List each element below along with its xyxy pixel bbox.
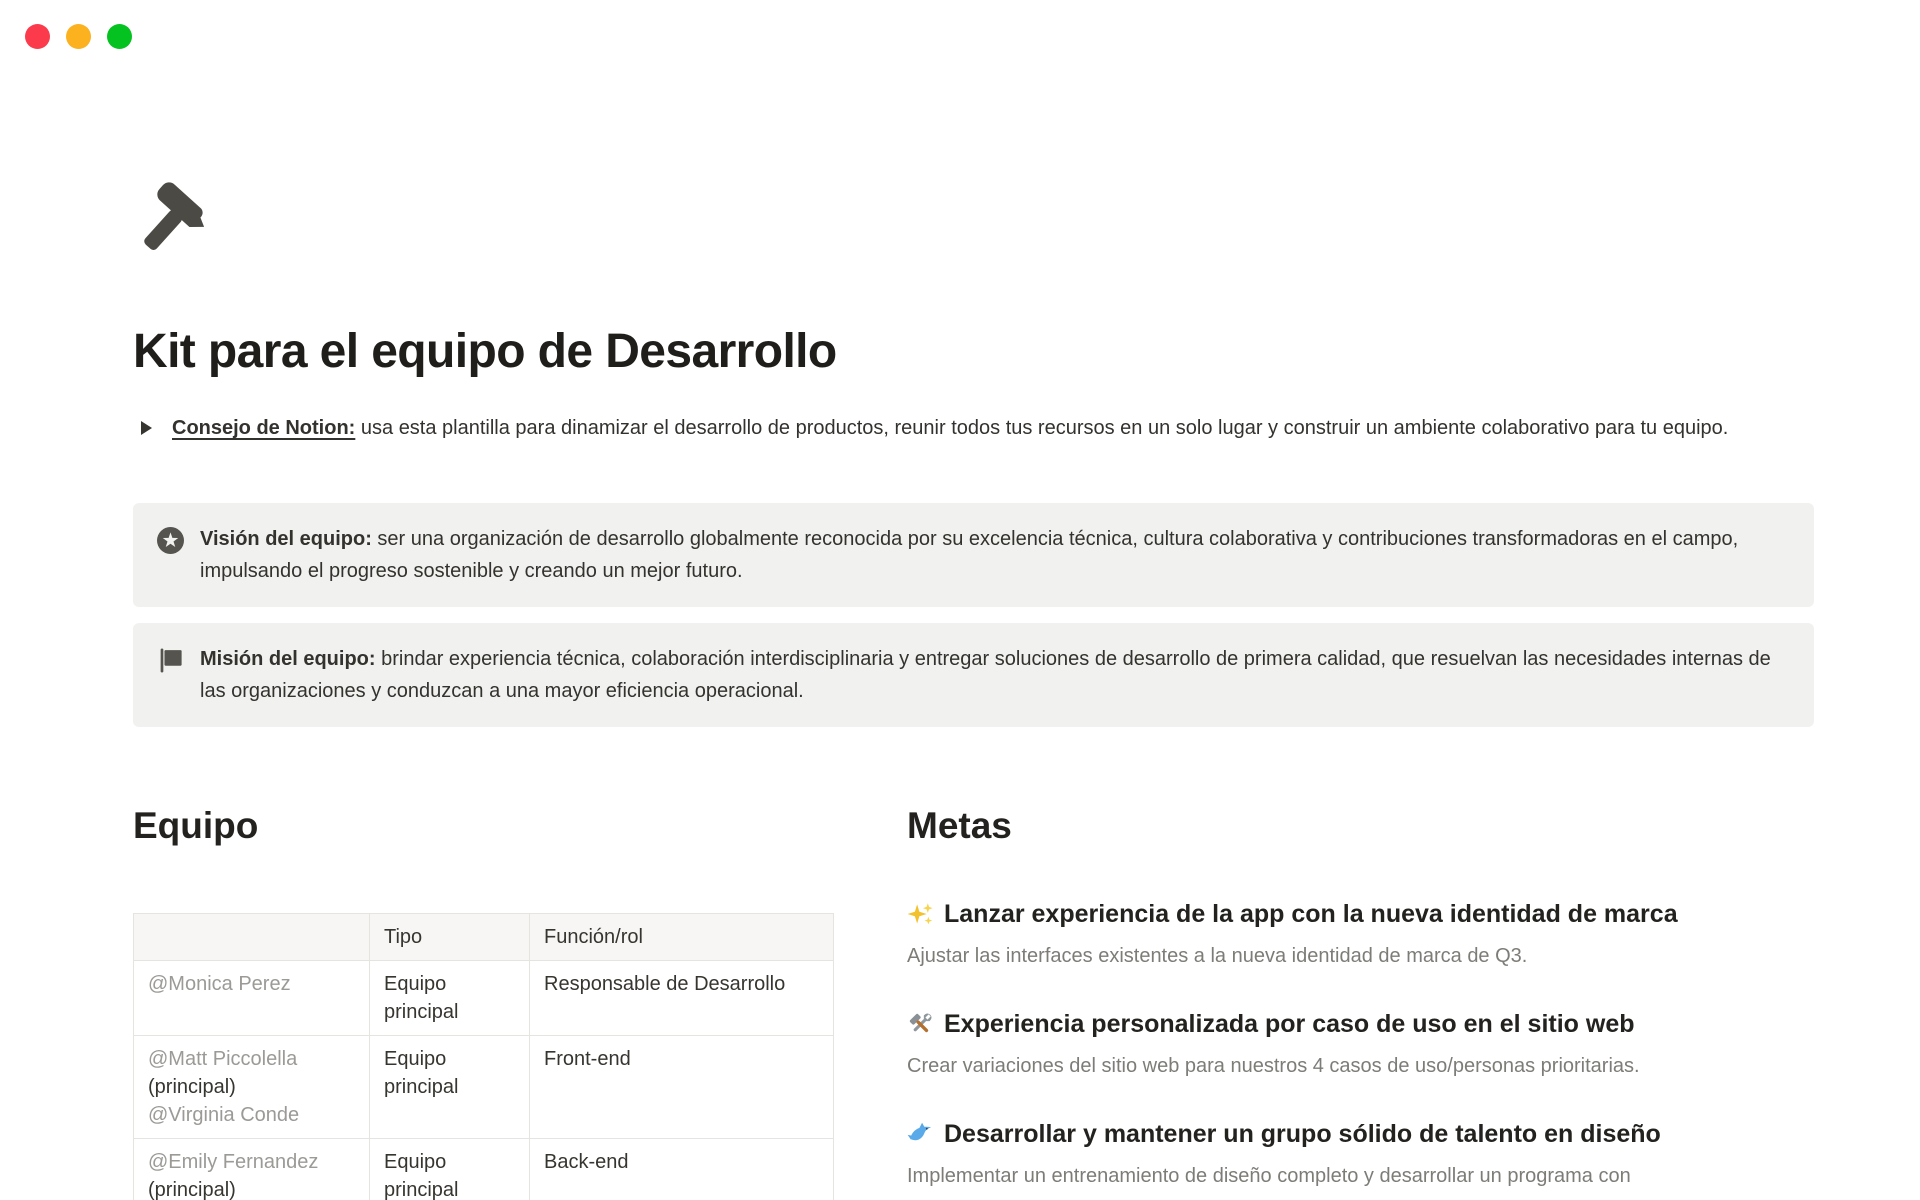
- toggle-arrow-icon[interactable]: [141, 421, 152, 435]
- tipo-cell[interactable]: Equipo principal: [370, 1139, 530, 1200]
- flag-icon: [157, 647, 184, 674]
- window-controls: [25, 24, 132, 49]
- vision-text: [200, 523, 1792, 587]
- close-window-button[interactable]: [25, 24, 50, 49]
- goal-item: [907, 1117, 1814, 1191]
- dolphin-icon: [907, 1121, 934, 1148]
- page-title: Kit para el equipo de Desarrollo: [133, 325, 837, 378]
- goal-item: [907, 1007, 1814, 1081]
- user-mention[interactable]: @Virginia Conde: [148, 1104, 300, 1126]
- tipo-cell[interactable]: Equipo principal: [370, 1036, 530, 1139]
- user-mention[interactable]: @Matt Piccolella: [148, 1048, 298, 1070]
- hammer-wrench-icon: [907, 1011, 934, 1038]
- mission-label: Misión del equipo:: [200, 648, 376, 670]
- tip-text: [172, 412, 1728, 445]
- tip-body: usa esta plantilla para dinamizar el desarrollo de productos, reunir todos tus recursos en un solo lugar y construir un ambiente colaborativo para tu equipo.: [355, 417, 1729, 439]
- mention-suffix: (principal): [148, 1179, 236, 1200]
- rol-cell[interactable]: Responsable de Desarrollo: [530, 961, 834, 1036]
- notion-tip-toggle[interactable]: [133, 412, 1814, 445]
- vision-callout: [133, 503, 1814, 607]
- vision-label: Visión del equipo:: [200, 528, 372, 550]
- table-row[interactable]: [134, 961, 834, 1036]
- star-circle-icon: [157, 527, 184, 554]
- minimize-window-button[interactable]: [66, 24, 91, 49]
- table-header-row: [134, 914, 834, 961]
- team-table[interactable]: [133, 913, 834, 1200]
- hammer-icon[interactable]: [133, 175, 223, 265]
- header-tipo[interactable]: Tipo: [370, 914, 530, 961]
- goal-item: [907, 897, 1814, 971]
- goal-title-row: [907, 1007, 1814, 1041]
- header-name[interactable]: [134, 914, 370, 961]
- mission-callout: [133, 623, 1814, 727]
- user-mention[interactable]: @Emily Fernandez: [148, 1151, 319, 1173]
- mention-suffix: (principal): [148, 1076, 236, 1098]
- goals-heading: Metas: [907, 805, 1012, 846]
- table-row[interactable]: [134, 1036, 834, 1139]
- tip-label: Consejo de Notion:: [172, 417, 356, 439]
- goal-title[interactable]: Lanzar experiencia de la app con la nueva identidad de marca: [944, 900, 1678, 928]
- sparkles-icon: [907, 901, 934, 928]
- goal-title[interactable]: Desarrollar y mantener un grupo sólido de talento en diseño: [944, 1120, 1661, 1148]
- user-mention[interactable]: @Monica Perez: [148, 973, 291, 995]
- header-funcion-rol[interactable]: Función/rol: [530, 914, 834, 961]
- goal-title[interactable]: Experiencia personalizada por caso de uso en el sitio web: [944, 1010, 1635, 1038]
- tipo-cell[interactable]: Equipo principal: [370, 961, 530, 1036]
- team-heading: Equipo: [133, 805, 259, 846]
- goal-title-row: [907, 897, 1814, 931]
- table-row[interactable]: [134, 1139, 834, 1200]
- team-section: [133, 803, 833, 1200]
- zoom-window-button[interactable]: [107, 24, 132, 49]
- goal-description: Crear variaciones del sitio web para nuestros 4 casos de uso/personas prioritarias.: [907, 1055, 1640, 1077]
- goals-section: [907, 803, 1814, 1200]
- mission-body: brindar experiencia técnica, colaboración interdisciplinaria y entregar soluciones de desarrollo de primera calidad, que resuelvan las necesidades internas de las organizaciones y conduzcan a una mayor eficiencia operacional.: [200, 648, 1771, 702]
- mission-text: [200, 643, 1792, 707]
- vision-body: ser una organización de desarrollo globalmente reconocida por su excelencia técnica, cultura colaborativa y contribuciones transformadoras en el campo, impulsando el progreso sostenible y creando un mejor futuro.: [200, 528, 1739, 582]
- goal-title-row: [907, 1117, 1814, 1151]
- rol-cell[interactable]: Front-end: [530, 1036, 834, 1139]
- goal-description: Implementar un entrenamiento de diseño completo y desarrollar un programa con: [907, 1165, 1631, 1187]
- goal-description: Ajustar las interfaces existentes a la nueva identidad de marca de Q3.: [907, 945, 1528, 967]
- rol-cell[interactable]: Back-end: [530, 1139, 834, 1200]
